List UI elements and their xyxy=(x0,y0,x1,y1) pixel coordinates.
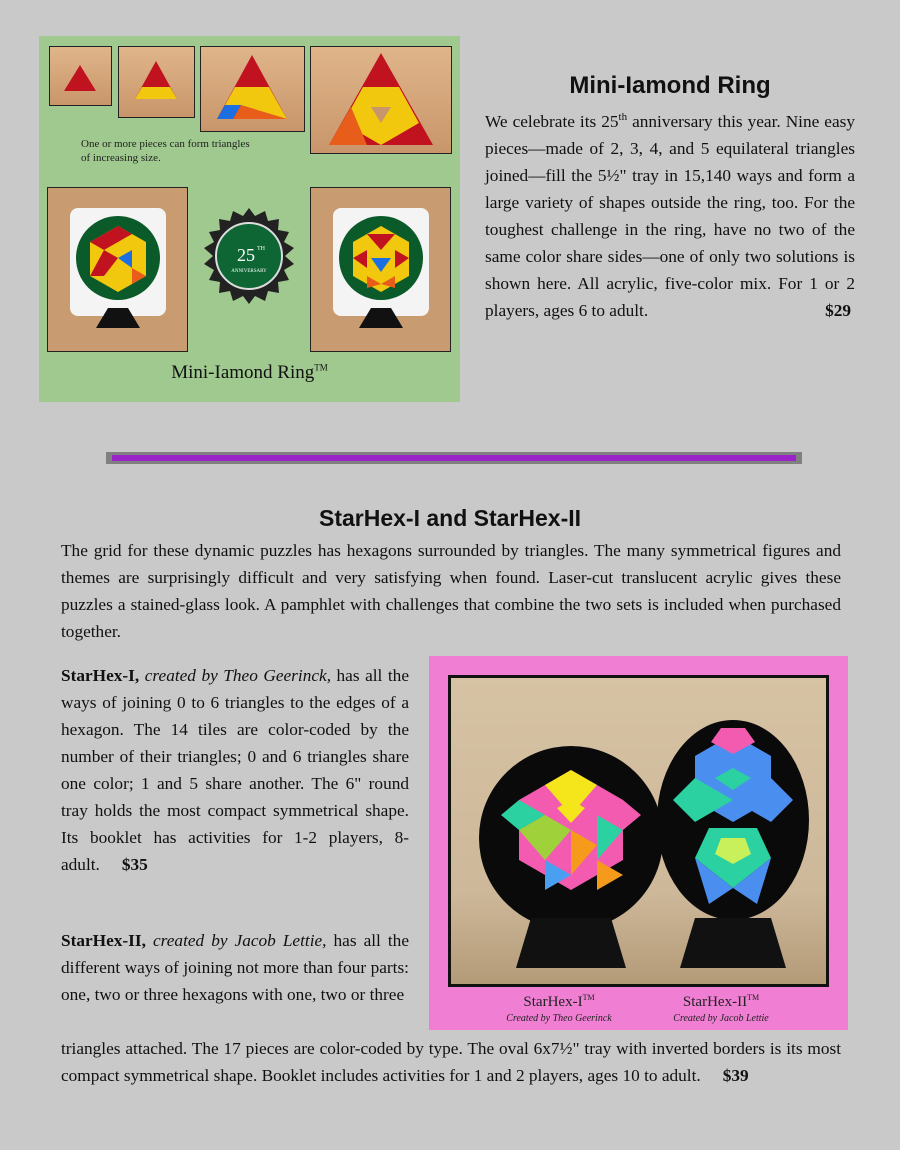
mini-body-post: anniversary this year. Nine easy pieces—made of 2, 3, 4, and 5 equilateral triangles joined—fill the 5½" tray in 15,140 ways and form a large variety of shapes outside the ring, too. For the toughest challenge in the ring, have no two of the same color share sides—one of only two solutions is shown here. All acrylic, five-color mix. For 1 or 2 players, ages 6 to adult. xyxy=(485,111,855,320)
anniversary-seal xyxy=(199,206,299,306)
trademark: TM xyxy=(747,993,760,1002)
trademark: TM xyxy=(582,993,595,1002)
starhex-1-description xyxy=(61,662,409,878)
mini-body-pre: We celebrate its 25 xyxy=(485,111,619,131)
mini-iamond-description xyxy=(485,104,855,324)
triangle-photo-1 xyxy=(49,46,112,106)
figure-title-text: Mini-Iamond Ring xyxy=(171,362,315,383)
starhex-2-body: has all the different ways of joining not more than four parts: one, two or three hexagons with one, two or three xyxy=(61,931,409,1004)
mini-iamond-figure xyxy=(39,36,460,402)
figure-caption: One or more pieces can form triangles of increasing size. xyxy=(81,138,250,164)
starhex-2-price: $39 xyxy=(722,1066,749,1085)
starhex-2-credit-label: Created by Jacob Lettie xyxy=(673,1013,769,1024)
starhex-1-label xyxy=(489,993,629,1011)
triangle-photo-2 xyxy=(118,46,195,118)
starhex-2-name: StarHex-II, xyxy=(61,931,146,950)
seal-sup: TH xyxy=(257,246,265,252)
starhex-1-name: StarHex-I, xyxy=(61,666,140,685)
ring-photo-right xyxy=(310,187,451,352)
starhex-2-description-cont xyxy=(61,1035,841,1089)
starhex-title: StarHex-I and StarHex-II xyxy=(318,505,582,531)
seal-text: ANNIVERSARY xyxy=(231,269,267,274)
ring-photo-left xyxy=(47,187,188,352)
mini-iamond-price: $29 xyxy=(825,300,851,320)
seal-number: 25 xyxy=(237,245,255,265)
figure-title xyxy=(39,362,460,384)
triangle-photo-3 xyxy=(200,46,305,132)
mini-iamond-title: Mini-Iamond Ring xyxy=(569,72,771,99)
starhex-1-credit-label: Created by Theo Geerinck xyxy=(506,1013,612,1024)
starhex-1-label-text: StarHex-I xyxy=(523,994,583,1010)
trademark: TM xyxy=(314,362,328,373)
mini-body-sup: th xyxy=(618,111,628,123)
starhex-photo xyxy=(448,675,829,987)
starhex-2-label-text: StarHex-II xyxy=(682,994,748,1010)
starhex-2-label xyxy=(651,993,791,1011)
starhex-2-description xyxy=(61,927,409,1008)
starhex-1-price: $35 xyxy=(121,855,148,874)
starhex-1-body: has all the ways of joining 0 to 6 triangles to the edges of a hexagon. The 14 tiles are color-coded by the number of their triangles; 0 and 6 triangles share one color; 1 and 5 share another. The 6" round tray holds the most compact symmetrical shape. Its booklet has activities for 1-2 players, 8-adult. xyxy=(61,666,409,874)
triangle-photo-4 xyxy=(310,46,452,154)
starhex-1-credit: created by Theo Geerinck, xyxy=(144,666,332,685)
section-divider xyxy=(106,452,802,464)
starhex-figure xyxy=(429,656,848,1030)
starhex-intro: The grid for these dynamic puzzles has hexagons surrounded by triangles. The many symmetrical figures and themes are surprisingly difficult and very satisfying when found. Laser-cut translucent acrylic gives these puzzles a stained-glass look. A pamphlet with challenges that combine the two sets is included when purchased together. xyxy=(61,541,841,641)
starhex-2-credit: created by Jacob Lettie, xyxy=(153,931,327,950)
starhex-2-body-cont: triangles attached. The 17 pieces are color-coded by type. The oval 6x7½" tray with inverted borders is its most compact symmetrical shape. Booklet includes activities for 1 and 2 players, ages 10 to adult. xyxy=(61,1039,841,1085)
